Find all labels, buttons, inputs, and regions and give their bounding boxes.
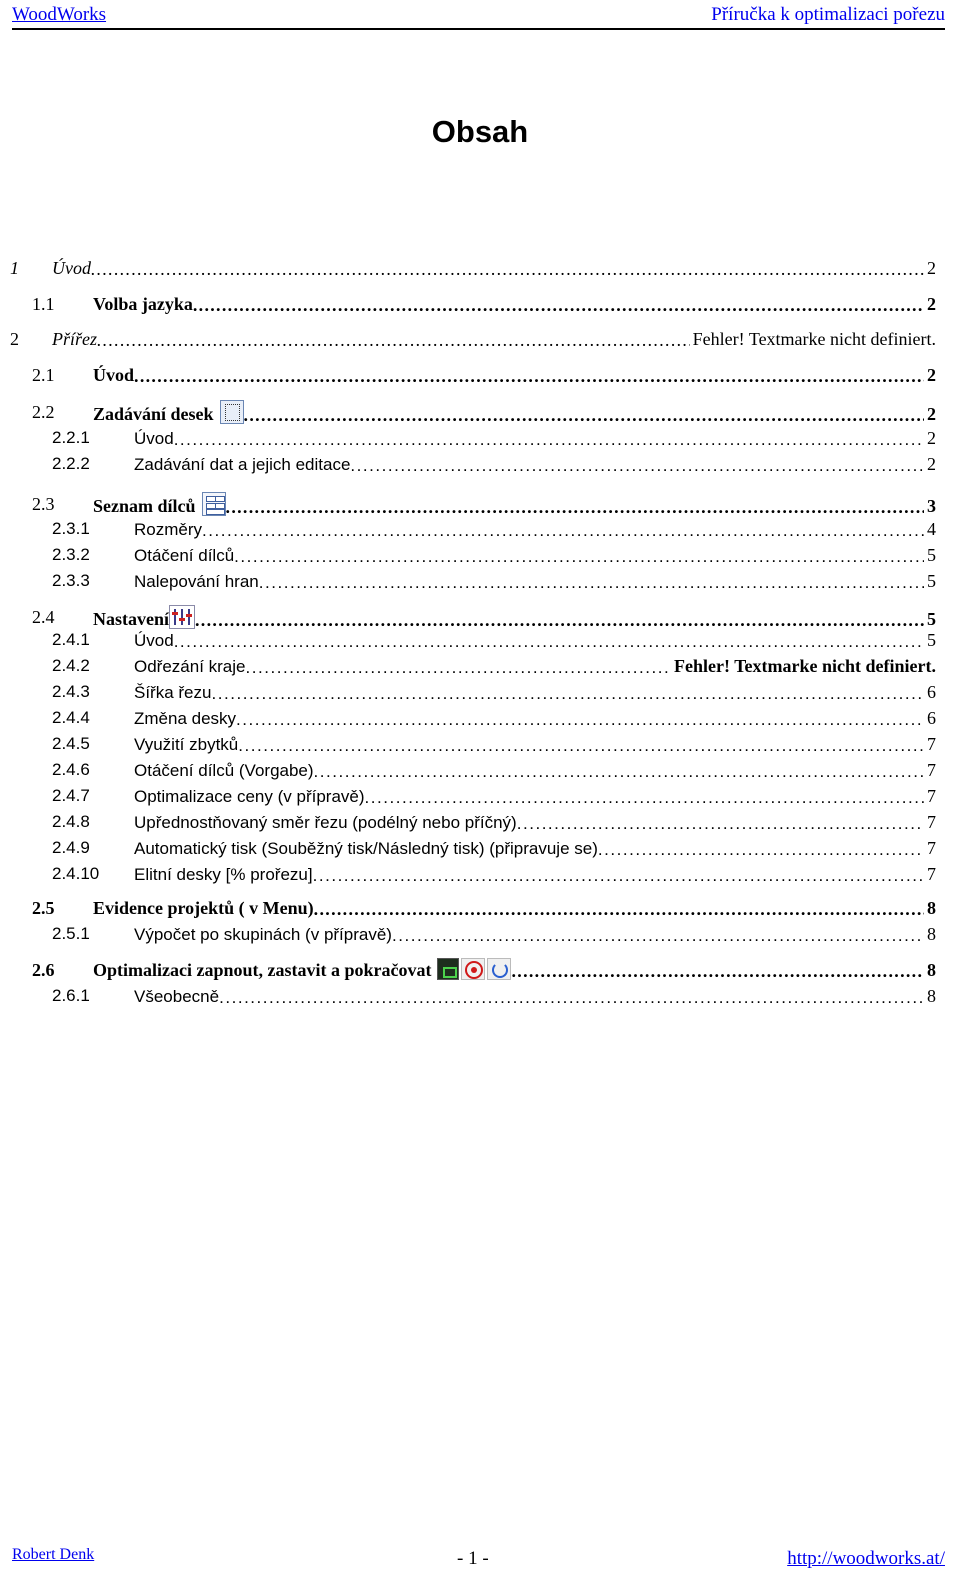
resume-optimization-icon xyxy=(487,958,511,980)
toc-title: Zadávání desek xyxy=(93,400,244,426)
toc-title: Optimalizaci zapnout, zastavit a pokračovat xyxy=(93,958,511,982)
toc-entry-1-1[interactable] xyxy=(0,292,960,316)
toc-number: 1.1 xyxy=(32,294,55,314)
toc-page: 5 xyxy=(927,545,936,565)
toc-entry-2-4-8[interactable] xyxy=(0,810,960,834)
toc-entry-2-4[interactable] xyxy=(0,605,960,629)
toc-title: Úvod xyxy=(134,429,174,448)
toc-number: 2.5 xyxy=(32,898,55,918)
toc-leader xyxy=(97,328,690,352)
toc-title: Změna desky xyxy=(134,709,237,728)
toc-number: 2.4.7 xyxy=(52,786,90,805)
toc-title: Seznam dílců xyxy=(93,492,226,518)
page-footer xyxy=(12,1546,945,1576)
toc-title: Nalepování hran xyxy=(134,572,259,591)
toc-entry-2-3[interactable] xyxy=(0,492,960,516)
header-document-title: Příručka k optimalizaci pořezu xyxy=(711,4,945,25)
toc-number: 2.3.2 xyxy=(52,545,90,564)
toc-leader xyxy=(234,545,924,569)
toc-page: 5 xyxy=(927,609,936,629)
toc-entry-2-3-1[interactable] xyxy=(0,517,960,541)
toc-title: Šířka řezu xyxy=(134,683,212,702)
toc-entry-1[interactable] xyxy=(0,256,960,280)
boards-icon xyxy=(220,400,244,424)
toc-number: 2.4.1 xyxy=(52,630,90,649)
toc-entry-2-2-2[interactable] xyxy=(0,452,960,476)
toc-leader xyxy=(91,257,924,281)
toc-leader xyxy=(392,924,924,948)
toc-leader xyxy=(598,838,924,862)
toc-title: Upřednostňovaný směr řezu (podélný nebo příčný) xyxy=(134,813,517,832)
toc-leader xyxy=(226,495,924,519)
toc-entry-2-6-1[interactable] xyxy=(0,984,960,1008)
toc-page-error: Fehler! Textmarke nicht definiert. xyxy=(674,656,936,676)
page-title: Obsah xyxy=(431,114,529,149)
toc-number: 2.4.10 xyxy=(52,864,100,883)
toc-leader xyxy=(193,293,924,317)
toc-leader xyxy=(202,519,924,543)
toc-number: 2 xyxy=(10,329,19,349)
toc-page: 7 xyxy=(927,786,936,806)
toc-entry-2-4-9[interactable] xyxy=(0,836,960,860)
toc-entry-2-5-1[interactable] xyxy=(0,922,960,946)
toc-number: 2.4.5 xyxy=(52,734,90,753)
toc-leader xyxy=(238,734,924,758)
toc-number: 2.6.1 xyxy=(52,986,90,1005)
toc-title: Elitní desky [% prořezu] xyxy=(134,865,313,884)
toc-entry-2-2-1[interactable] xyxy=(0,426,960,450)
toc-leader xyxy=(314,897,924,921)
toc-entry-2-3-2[interactable] xyxy=(0,543,960,567)
toc-title: Volba jazyka xyxy=(93,294,193,314)
toc-title: Automatický tisk (Souběžný tisk/Následný tisk) (připravuje se) xyxy=(134,839,598,858)
toc-page: 2 xyxy=(927,365,936,385)
page-number: - 1 - xyxy=(457,1548,489,1569)
toc-entry-2[interactable] xyxy=(0,327,960,351)
toc-entry-2-4-7[interactable] xyxy=(0,784,960,808)
toc-title: Úvod xyxy=(52,258,91,278)
toc-title: Otáčení dílců (Vorgabe) xyxy=(134,761,314,780)
toc-page: 8 xyxy=(927,960,936,980)
toc-page: 4 xyxy=(927,519,936,539)
toc-title: Všeobecně xyxy=(134,987,220,1006)
toc-page: 5 xyxy=(927,571,936,591)
toc-title: Využití zbytků xyxy=(134,735,239,754)
toc-entry-2-4-2[interactable] xyxy=(0,654,960,678)
toc-number: 2.4.2 xyxy=(52,656,90,675)
start-stop-resume-icons xyxy=(437,958,511,980)
toc-leader xyxy=(211,682,924,706)
toc-page: 8 xyxy=(927,986,936,1006)
toc-entry-2-3-3[interactable] xyxy=(0,569,960,593)
toc-entry-2-4-1[interactable] xyxy=(0,628,960,652)
toc-number: 2.2 xyxy=(32,402,55,422)
toc-entry-2-4-4[interactable] xyxy=(0,706,960,730)
toc-number: 2.4.8 xyxy=(52,812,90,831)
toc-title: Otáčení dílců xyxy=(134,546,235,565)
toc-leader xyxy=(259,571,924,595)
toc-title: Přířez xyxy=(52,329,97,349)
toc-page: 7 xyxy=(927,760,936,780)
toc-entry-2-1[interactable] xyxy=(0,363,960,387)
footer-author-link[interactable]: Robert Denk xyxy=(12,1546,95,1563)
toc-entry-2-6[interactable] xyxy=(0,958,960,982)
toc-title: Optimalizace ceny (v přípravě) xyxy=(134,787,365,806)
stop-optimization-icon xyxy=(461,958,485,980)
footer-website-link[interactable]: http://woodworks.at/ xyxy=(787,1548,945,1569)
toc-number: 2.4 xyxy=(32,607,55,627)
toc-title: Úvod xyxy=(93,365,135,385)
toc-title: Odřezání kraje xyxy=(134,657,246,676)
settings-icon xyxy=(169,605,195,629)
toc-leader xyxy=(174,428,924,452)
toc-title: Nastavení xyxy=(93,605,195,631)
toc-number: 1 xyxy=(10,258,19,278)
toc-page: 2 xyxy=(927,454,936,474)
toc-title: Rozměry xyxy=(134,520,203,539)
toc-page: 3 xyxy=(927,496,936,516)
toc-leader xyxy=(246,656,672,680)
toc-leader xyxy=(511,959,924,983)
toc-page: 7 xyxy=(927,734,936,754)
toc-page: 8 xyxy=(927,898,936,918)
toc-page: 2 xyxy=(927,428,936,448)
toc-entry-2-4-10[interactable] xyxy=(0,862,960,886)
toc-number: 2.2.1 xyxy=(52,428,90,447)
header-link-woodworks[interactable]: WoodWorks xyxy=(12,4,107,25)
toc-number: 2.2.2 xyxy=(52,454,90,473)
toc-number: 2.4.6 xyxy=(52,760,90,779)
start-optimization-icon xyxy=(437,958,459,980)
toc-title: Úvod xyxy=(134,631,174,650)
toc-number: 2.3.3 xyxy=(52,571,90,590)
toc-number: 2.4.3 xyxy=(52,682,90,701)
toc-page: 7 xyxy=(927,864,936,884)
toc-title: Zadávání dat a jejich editace xyxy=(134,455,351,474)
toc-number: 2.3.1 xyxy=(52,519,90,538)
toc-leader xyxy=(517,812,924,836)
toc-number: 2.1 xyxy=(32,365,55,385)
toc-page: 8 xyxy=(927,924,936,944)
toc-page-error: Fehler! Textmarke nicht definiert. xyxy=(692,329,936,349)
toc-leader xyxy=(365,786,924,810)
toc-leader xyxy=(174,630,924,654)
toc-entry-2-4-3[interactable] xyxy=(0,680,960,704)
toc-leader xyxy=(244,403,924,427)
toc-title: Evidence projektů ( v Menu) xyxy=(93,898,314,918)
toc-page: 6 xyxy=(927,708,936,728)
toc-page: 2 xyxy=(927,294,936,314)
toc-number: 2.3 xyxy=(32,494,55,514)
parts-list-icon xyxy=(202,492,226,516)
toc-entry-2-4-6[interactable] xyxy=(0,758,960,782)
toc-number: 2.6 xyxy=(32,960,55,980)
toc-leader xyxy=(134,364,924,388)
toc-number: 2.4.9 xyxy=(52,838,90,857)
toc-leader xyxy=(350,454,924,478)
toc-leader xyxy=(313,864,924,888)
toc-page: 7 xyxy=(927,838,936,858)
toc-number: 2.5.1 xyxy=(52,924,90,943)
toc-page: 5 xyxy=(927,630,936,650)
toc-entry-2-2[interactable] xyxy=(0,400,960,424)
toc-page: 2 xyxy=(927,404,936,424)
toc-page: 7 xyxy=(927,812,936,832)
toc-entry-2-4-5[interactable] xyxy=(0,732,960,756)
toc-leader xyxy=(219,986,924,1010)
toc-leader xyxy=(236,708,924,732)
toc-page: 6 xyxy=(927,682,936,702)
toc-leader xyxy=(314,760,924,784)
toc-entry-2-5[interactable] xyxy=(0,896,960,920)
toc-number: 2.4.4 xyxy=(52,708,90,727)
toc-page: 2 xyxy=(927,258,936,278)
toc-title: Výpočet po skupinách (v přípravě) xyxy=(134,925,392,944)
